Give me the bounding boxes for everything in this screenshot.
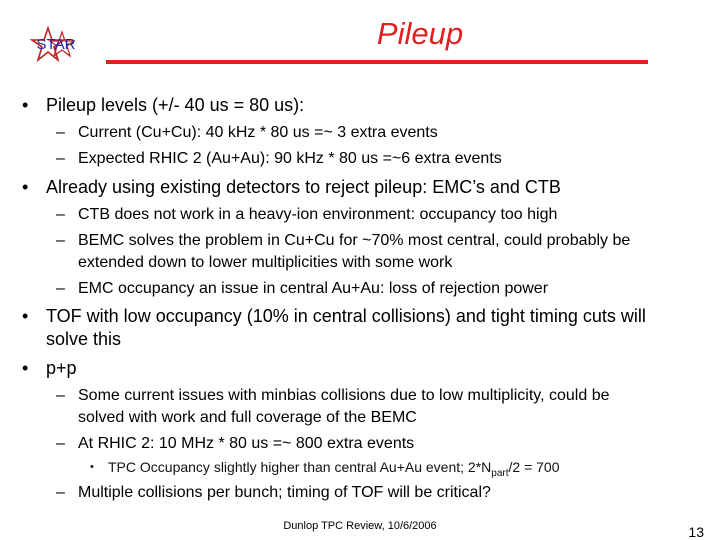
bullet-dot: • xyxy=(22,177,29,197)
sub-bullet-dash: – xyxy=(56,280,65,297)
sub-bullet-text: At RHIC 2: 10 MHz * 80 us =~ 800 extra events xyxy=(78,435,415,452)
sub-bullet-dash: – xyxy=(56,150,65,167)
footer-text: Dunlop TPC Review, 10/6/2006 xyxy=(283,520,437,532)
sub-bullet-dash: – xyxy=(56,124,65,141)
bullet-text: Pileup levels (+/- 40 us = 80 us): xyxy=(46,95,305,115)
sub-bullet-dash: – xyxy=(56,206,65,223)
title-underline xyxy=(106,60,648,64)
sub-bullet-text: Current (Cu+Cu): 40 kHz * 80 us =~ 3 extra events xyxy=(78,124,438,141)
sub-sub-bullet-text xyxy=(108,458,688,483)
occupancy-subscript: part xyxy=(491,467,509,479)
occupancy-text-pre: TPC Occupancy slightly higher than central Au+Au event; 2*N xyxy=(108,459,492,475)
sub-bullet-text: BEMC solves the problem in Cu+Cu for ~70% most central, could probably be extended down to lower multiplicities with some work xyxy=(78,232,631,271)
bullet-dot: • xyxy=(22,306,29,326)
bullet-text: TOF with low occupancy (10% in central collisions) and tight timing cuts will solve this xyxy=(46,306,646,349)
occupancy-text-post: /2 = 700 xyxy=(508,459,560,475)
logo-text: STAR xyxy=(36,36,76,53)
slide-title: Pileup xyxy=(376,16,464,51)
sub-bullet-dash: – xyxy=(56,232,65,249)
sub-bullet-dash: – xyxy=(56,435,65,452)
sub-bullet-dash: – xyxy=(56,387,65,404)
sub-sub-bullet-dot: • xyxy=(90,461,94,473)
bullet-dot: • xyxy=(22,95,29,115)
sub-bullet-text: EMC occupancy an issue in central Au+Au: loss of rejection power xyxy=(78,280,549,297)
sub-bullet-text: Some current issues with minbias collisions due to low multiplicity, could be solved with work and full coverage of the BEMC xyxy=(78,387,610,426)
bullet-text: Already using existing detectors to reject pileup: EMC’s and CTB xyxy=(46,177,561,197)
sub-bullet-text: Expected RHIC 2 (Au+Au): 90 kHz * 80 us =~6 extra events xyxy=(78,150,502,167)
page-number: 13 xyxy=(688,524,704,540)
sub-bullet-text: Multiple collisions per bunch; timing of TOF will be critical? xyxy=(78,484,491,501)
star-logo xyxy=(28,26,84,66)
bullet-dot: • xyxy=(22,358,29,378)
sub-bullet-dash: – xyxy=(56,484,65,501)
sub-bullet-text: CTB does not work in a heavy-ion environment: occupancy too high xyxy=(78,206,558,223)
bullet-text: p+p xyxy=(46,358,77,378)
